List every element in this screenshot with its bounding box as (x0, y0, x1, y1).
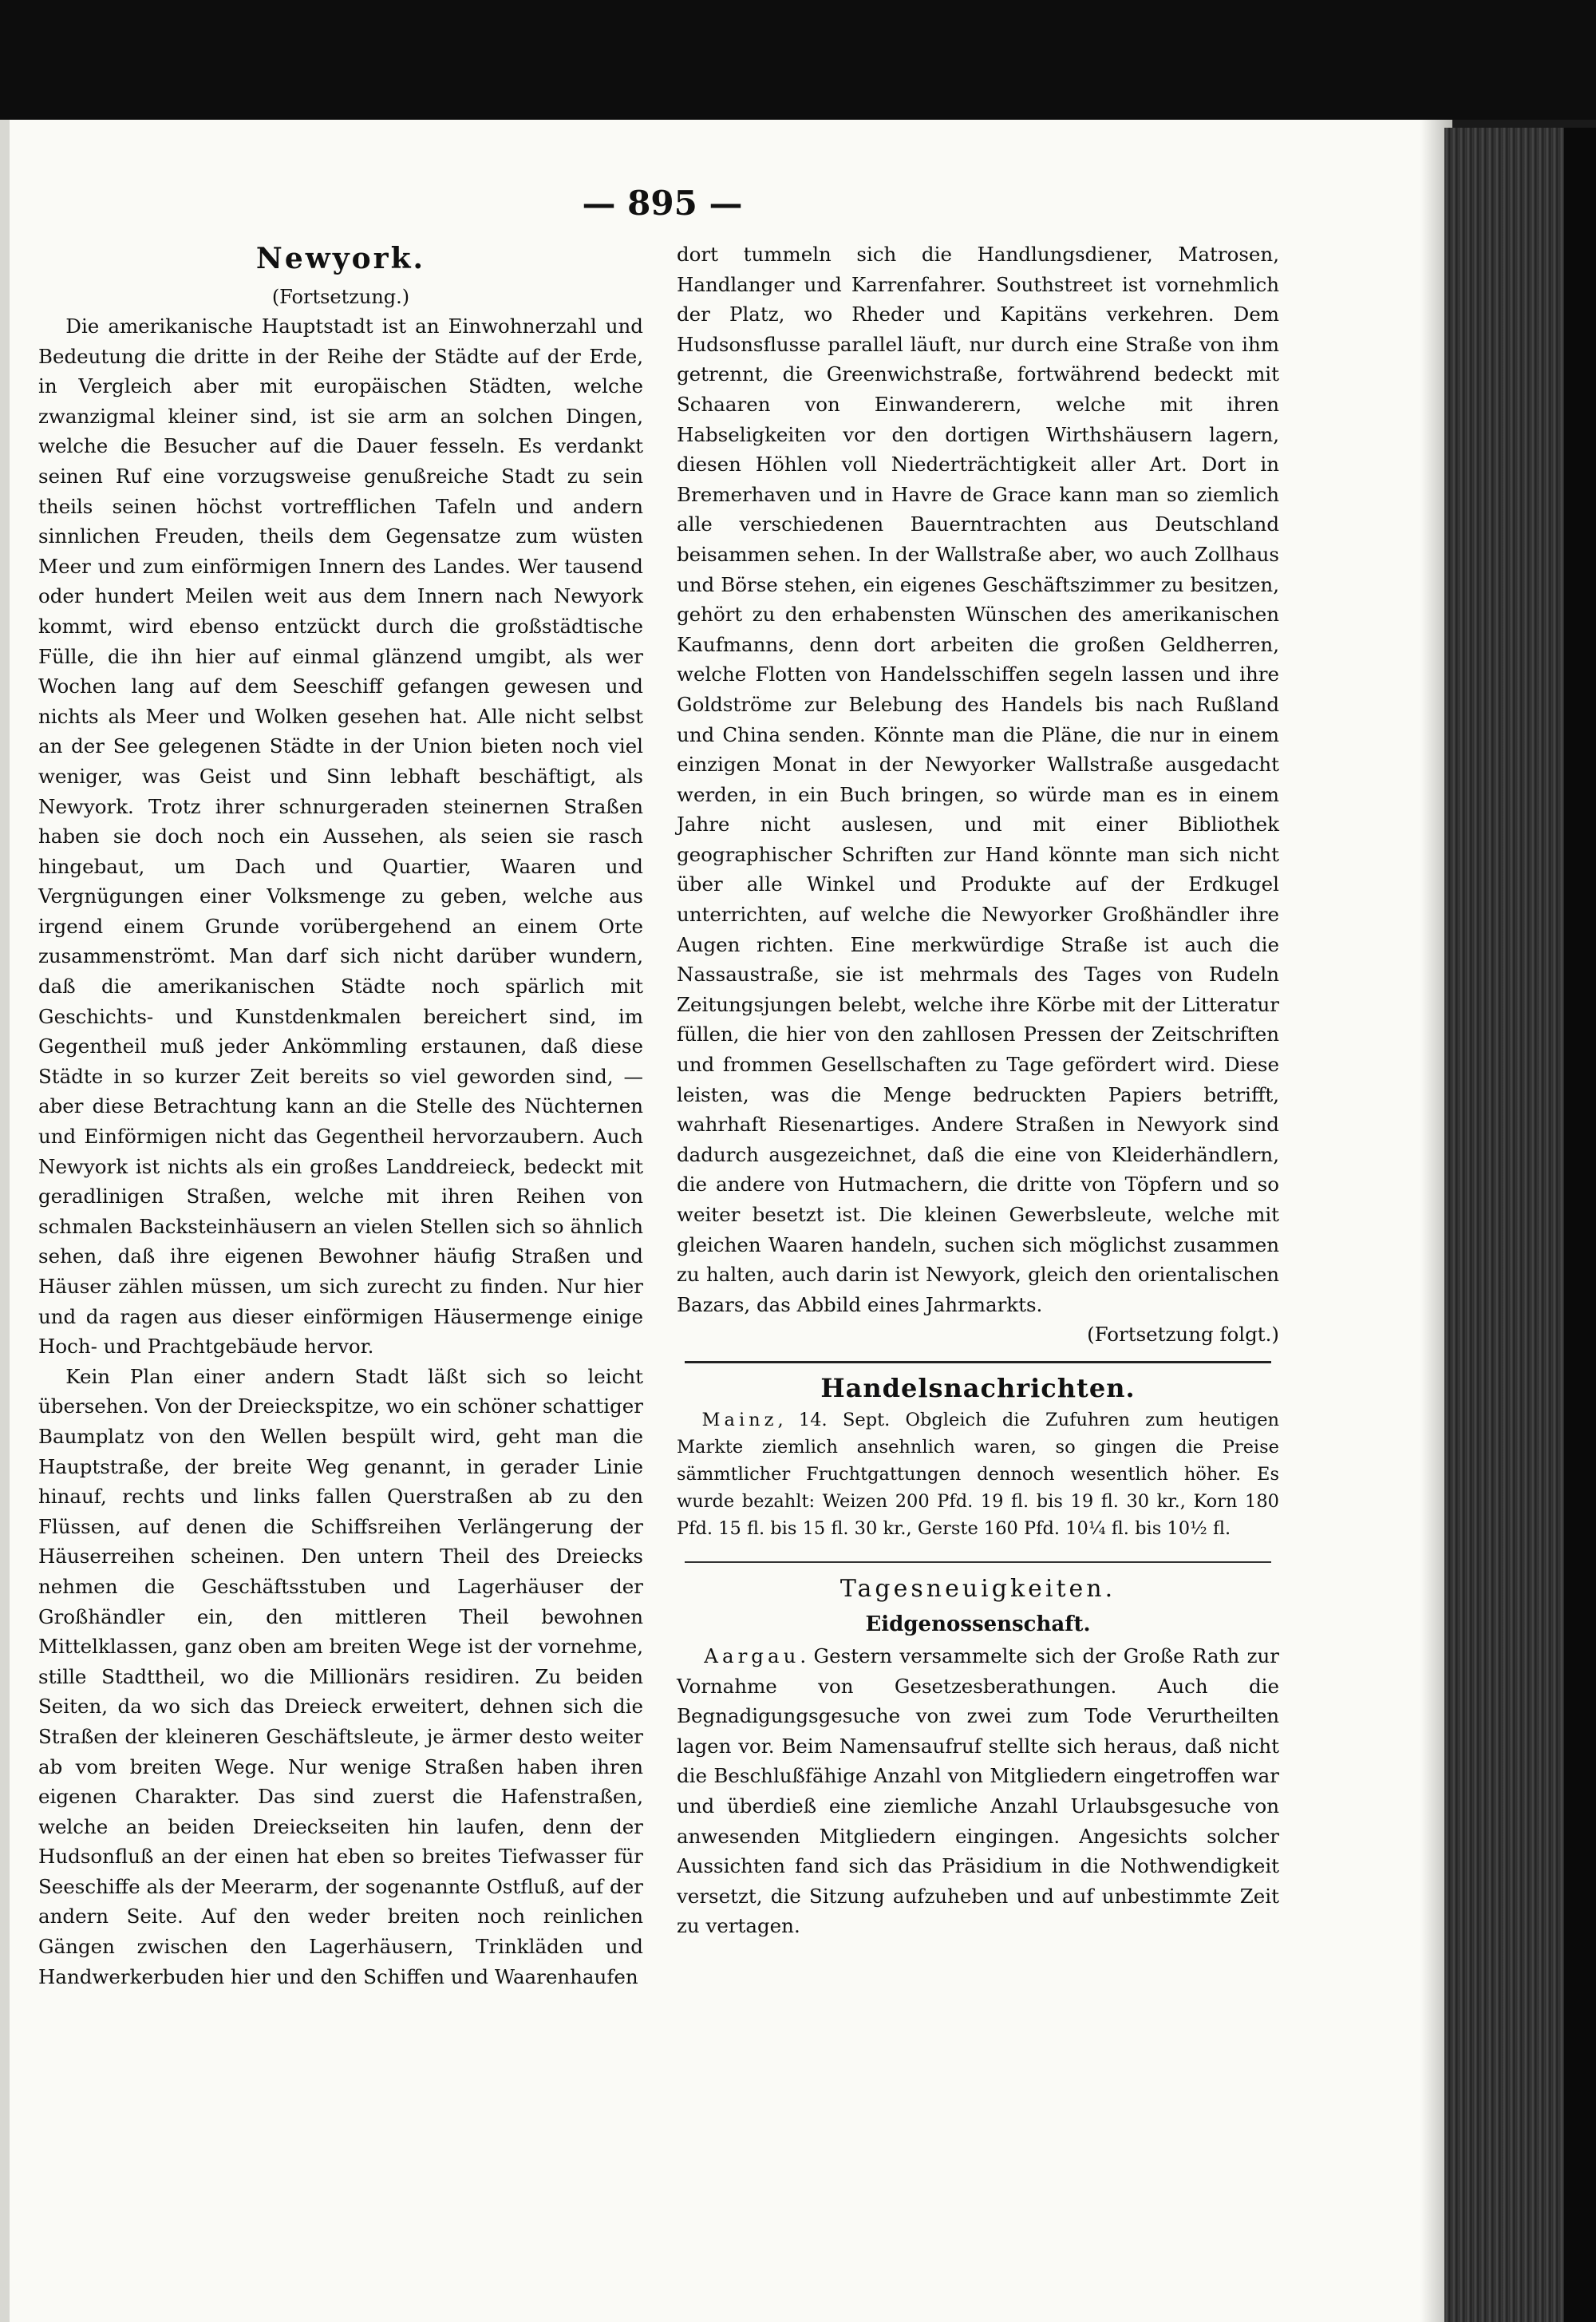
right-column (677, 239, 1279, 1941)
trade-news-paragraph (677, 1406, 1279, 1542)
article-paragraph: Die amerikanische Hauptstadt ist an Einwohnerzahl und Bedeutung die dritte in der Reihe der Städte auf der Erde, in Vergleich aber mit europäischen Städten, welche zwanzigmal kleiner sind, ist sie arm an solchen Dingen, welche die Besucher auf die Dauer fesseln. Es verdankt seinen Ruf eine vorzugsweise genußreiche Stadt zu sein theils seinen höchst vortrefflichen Tafeln und andern sinnlichen Freuden, theils dem Gegensatze zum wüsten Meer und zum einförmigen Innern des Landes. Wer tausend oder hundert Meilen weit aus dem Innern nach Newyork kommt, wird ebenso entzückt durch die großstädtische Fülle, die ihn hier auf einmal glänzend umgibt, als wer Wochen lang auf dem Seeschiff gefangen gewesen und nichts als Meer und Wolken gesehen hat. Alle nicht selbst an der See gelegenen Städte in der Union bieten noch viel weniger, was Geist und Sinn lebhaft beschäftigt, als Newyork. Trotz ihrer schnurgeraden steinernen Straßen haben sie doch noch ein Aussehen, als seien sie rasch hingebaut, um Dach und Quartier, Waaren und Vergnügungen einer Volksmenge zu geben, welche aus irgend einem Grunde vorübergehend an einem Orte zusammenströmt. Man darf sich nicht darüber wundern, daß die amerikanischen Städte noch spärlich mit Geschichts- und Kunstdenkmalen bereichert sind, im Gegentheil muß jeder Ankömmling erstaunen, daß diese Städte in so kurzer Zeit bereits so viel geworden sind, — aber diese Betrachtung kann an die Stelle des Nüchternen und Einförmigen nicht das Gegentheil hervorzaubern. Auch Newyork ist nichts als ein großes Landdreieck, bedeckt mit geradlinigen Straßen, welche mit ihren Reihen von schmalen Backsteinhäusern an vielen Stellen sich so ähnlich sehen, daß ihre eigenen Bewohner häufig Straßen und Häuser zählen müssen, um sich zurecht zu finden. Nur hier und da ragen aus dieser einförmigen Häusermenge einige Hoch- und Prachtgebäude hervor. (38, 314, 643, 1359)
book-page-edges (1444, 128, 1564, 2322)
daily-news-paragraph (677, 1641, 1279, 1941)
daily-news-heading: Tagesneuigkeiten. (839, 1574, 1116, 1603)
scan-background-top (0, 0, 1596, 120)
article-subtitle: (Fortsetzung.) (271, 286, 410, 308)
page-left-edge (0, 120, 10, 2322)
trade-news-place: Mainz (701, 1409, 778, 1430)
section-divider (685, 1561, 1271, 1563)
book-edge-shadow (1564, 128, 1596, 2322)
article-paragraph: Kein Plan einer andern Stadt läßt sich so leicht übersehen. Von der Dreieckspitze, wo ein schöner schattiger Baumplatz von den Wellen bespült wird, geht man die Hauptstraße, der breite Weg genannt, in gerader Linie hinauf, rechts und links fallen Querstraßen ab zu den Flüssen, auf denen die Schiffsreihen Verlängerung der Häuserreihen scheinen. Den untern Theil des Dreiecks nehmen die Geschäftsstuben und Lagerhäuser der Großhändler ein, den mittleren Theil bewohnen Mittelklassen, ganz oben am breiten Wege ist der vornehme, stille Stadttheil, wo die Millionärs residiren. Zu beiden Seiten, da wo sich das Dreieck erweitert, dehnen sich die Straßen der kleineren Geschäftsleute, je ärmer desto weiter ab vom breiten Wege. Nur wenige Straßen haben ihren eigenen Charakter. Das sind zuerst die Hafenstraßen, welche an beiden Dreieckseiten hin laufen, denn der Hudsonfluß an der einen hat eben so breites Tiefwasser für Seeschiffe als der Meerarm, der sogenannte Ostfluß, auf der andern Seite. Auf den weder breiten noch reinlichen Gängen zwischen den Lagerhäusern, Trinkläden und Handwerkerbuden hier und den Schiffen und Waarenhaufen (38, 1364, 643, 1988)
daily-news-text: . Gestern versammelte sich der Große Rath zur Vornahme von Gesetzesberathungen. Auch die Begnadigungsgesuche von zwei zum Tode Verurtheilten lagen vor. Beim Namensaufruf stellte sich heraus, daß nicht die Beschlußfähige Anzahl von Mitgliedern eingetroffen war und überdieß eine ziemliche Anzahl Urlaubsgesuche von anwesenden Mitgliedern eingingen. Angesichts solcher Aussichten fand sich das Präsidium in die Nothwendigkeit versetzt, die Sitzung aufzuheben und auf unbestimmte Zeit zu vertagen. (677, 1644, 1279, 1938)
trade-news-text: , 14. Sept. Obgleich die Zufuhren zum heutigen Markte ziemlich ansehnlich waren, so gingen die Preise sämmtlicher Fruchtgattungen dennoch wesentlich höher. Es wurde bezahlt: Weizen 200 Pfd. 19 fl. bis 19 fl. 30 kr., Korn 180 Pfd. 15 fl. bis 15 fl. 30 kr., Gerste 160 Pfd. 10¼ fl. bis 10½ fl. (677, 1409, 1279, 1539)
daily-news-subheading: Eidgenossenschaft. (865, 1612, 1091, 1636)
left-column (38, 241, 643, 1992)
trade-news-heading: Handelsnachrichten. (820, 1372, 1136, 1403)
daily-news-place: Aargau (704, 1644, 800, 1667)
article-title: Newyork. (255, 242, 426, 275)
page-number: — 895 — (582, 184, 743, 223)
section-divider (685, 1361, 1271, 1363)
continuation-note: (Fortsetzung folgt.) (1087, 1323, 1279, 1347)
article-paragraph-continued: dort tummeln sich die Handlungsdiener, Matrosen, Handlanger und Karrenfahrer. Southstreet ist vornehmlich der Platz, wo Rheder und Kapitäns verkehren. Dem Hudsonsflusse parallel läuft, nur durch eine Straße von ihm getrennt, die Greenwichstraße, fortwährend bedeckt mit Schaaren von Einwanderern, welche mit ihren Habseligkeiten vor den dortigen Wirthshäusern lagern, diesen Höhlen voll Niederträchtigkeit aller Art. Dort in Bremerhaven und in Havre de Grace kann man so ziemlich alle verschiedenen Bauerntrachten aus Deutschland beisammen sehen. In der Wallstraße aber, wo auch Zollhaus und Börse stehen, ein eigenes Geschäftszimmer zu besitzen, gehört zu den erhabensten Wünschen des amerikanischen Kaufmanns, denn dort arbeiten die großen Geldherren, welche Flotten von Handelsschiffen segeln lassen und ihre Goldströme zur Belebung des Handels bis nach Rußland und China senden. Könnte man die Pläne, die nur in einem einzigen Monat in der Newyorker Wallstraße ausgedacht werden, in ein Buch bringen, so würde man es in einem Jahre nicht auslesen, und mit einer Bibliothek geographischer Schriften zur Hand könnte man sich nicht über alle Winkel und Produkte auf der Erdkugel unterrichten, auf welche die Newyorker Großhändler ihre Augen richten. Eine merkwürdige Straße ist auch die Nassaustraße, sie ist mehrmals des Tages von Rudeln Zeitungsjungen belebt, welche ihre Körbe mit der Litteratur füllen, die hier von den zahllosen Pressen der Zeitschriften und frommen Gesellschaften zu Tage gefördert wird. Diese leisten, was die Menge bedruckten Papiers betrifft, wahrhaft Riesenartiges. Andere Straßen in Newyork sind dadurch ausgezeichnet, daß die eine von Kleiderhändlern, die andere von Hutmachern, die dritte von Töpfern und so weiter besetzt ist. Die kleinen Gewerbsleute, welche mit gleichen Waaren handeln, suchen sich möglichst zusammen zu halten, auch darin ist Newyork, gleich den orientalischen Bazars, das Abbild eines Jahrmarkts. (677, 243, 1279, 1316)
